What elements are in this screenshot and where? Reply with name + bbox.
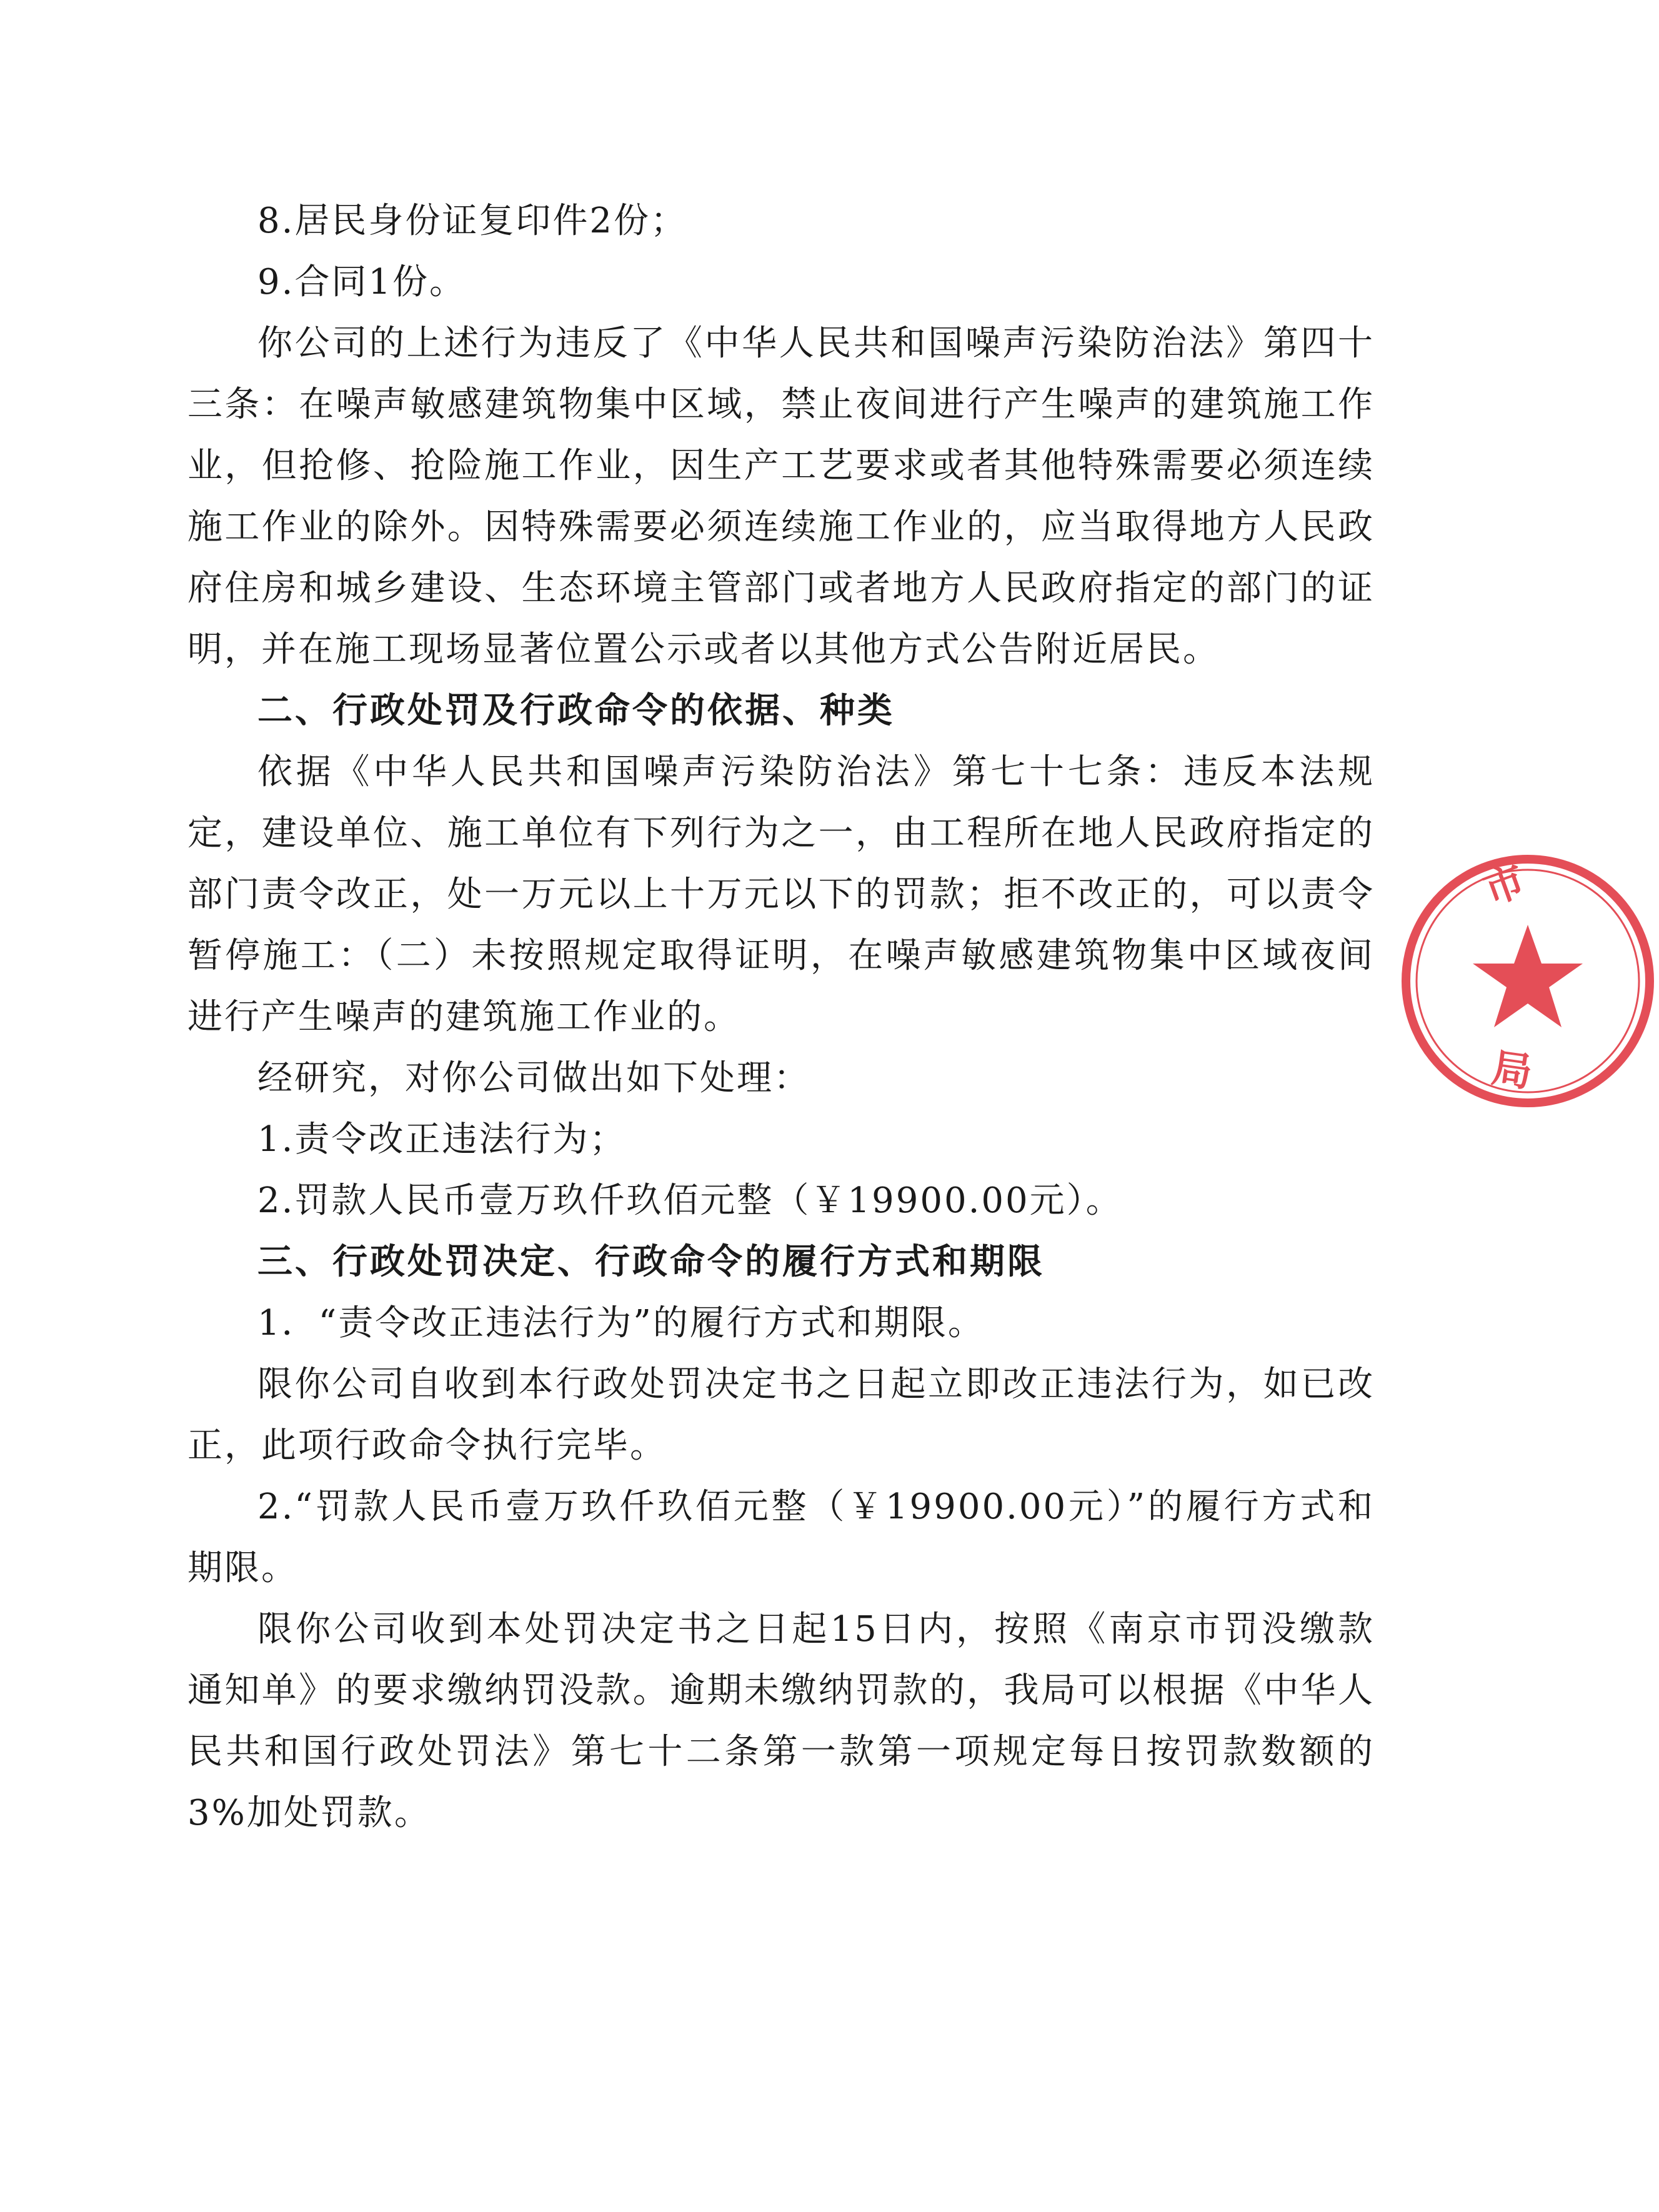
- seal-text-top: 市: [1478, 857, 1532, 915]
- section-2-heading: 二、行政处罚及行政命令的依据、种类: [257, 690, 895, 731]
- performance-item-2-body: 限你公司收到本处罚决定书之日起15日内，按照《南京市罚没缴款通知单》的要求缴纳罚没款。逾期未缴纳罚款的，我局可以根据《中华人民共和国行政处罚法》第七十二条第一款第一项规定每日按罚款数额的3%加处罚款。: [187, 1609, 1375, 1833]
- performance-item-1-body: 限你公司自收到本行政处罚决定书之日起立即改正违法行为，如已改正，此项行政命令执行完毕。: [187, 1364, 1375, 1466]
- performance-item-2-title: 2.“罚款人民币壹万玖仟玖佰元整（￥19900.00元）”的履行方式和期限。: [187, 1487, 1375, 1588]
- document-body: [187, 191, 1375, 1844]
- decision-item-2: 2.罚款人民币壹万玖仟玖佰元整（￥19900.00元）。: [257, 1180, 1123, 1221]
- attachment-item-8: 8.居民身份证复印件2份；: [257, 201, 688, 241]
- decision-item-1: 1.责令改正违法行为；: [257, 1119, 627, 1160]
- seal-text-bottom: 局: [1488, 1045, 1535, 1097]
- attachment-item-9: 9.合同1份。: [257, 262, 467, 302]
- official-seal-stamp: [1388, 850, 1659, 1112]
- seal-text-left: ·: [1388, 954, 1425, 978]
- seal-star-icon: [1473, 925, 1583, 1027]
- section-3-heading: 三、行政处罚决定、行政命令的履行方式和期限: [257, 1242, 1045, 1282]
- performance-item-1-title: 1．“责令改正违法行为”的履行方式和期限。: [257, 1303, 985, 1343]
- violation-description-paragraph: 你公司的上述行为违反了《中华人民共和国噪声污染防治法》第四十三条：在噪声敏感建筑物集中区域，禁止夜间进行产生噪声的建筑施工作业，但抢修、抢险施工作业，因生产工艺要求或者其他特殊需要必须连续施工作业的除外。因特殊需要必须连续施工作业的，应当取得地方人民政府住房和城乡建设、生态环境主管部门或者地方人民政府指定的部门的证明，并在施工现场显著位置公示或者以其他方式公告附近居民。: [187, 323, 1375, 670]
- decision-intro-paragraph: 经研究，对你公司做出如下处理：: [257, 1058, 810, 1099]
- penalty-basis-paragraph: 依据《中华人民共和国噪声污染防治法》第七十七条：违反本法规定，建设单位、施工单位有下列行为之一，由工程所在地人民政府指定的部门责令改正，处一万元以上十万元以下的罚款；拒不改正的，可以责令暂停施工：（二）未按照规定取得证明，在噪声敏感建筑物集中区域夜间进行产生噪声的建筑施工作业的。: [187, 752, 1375, 1037]
